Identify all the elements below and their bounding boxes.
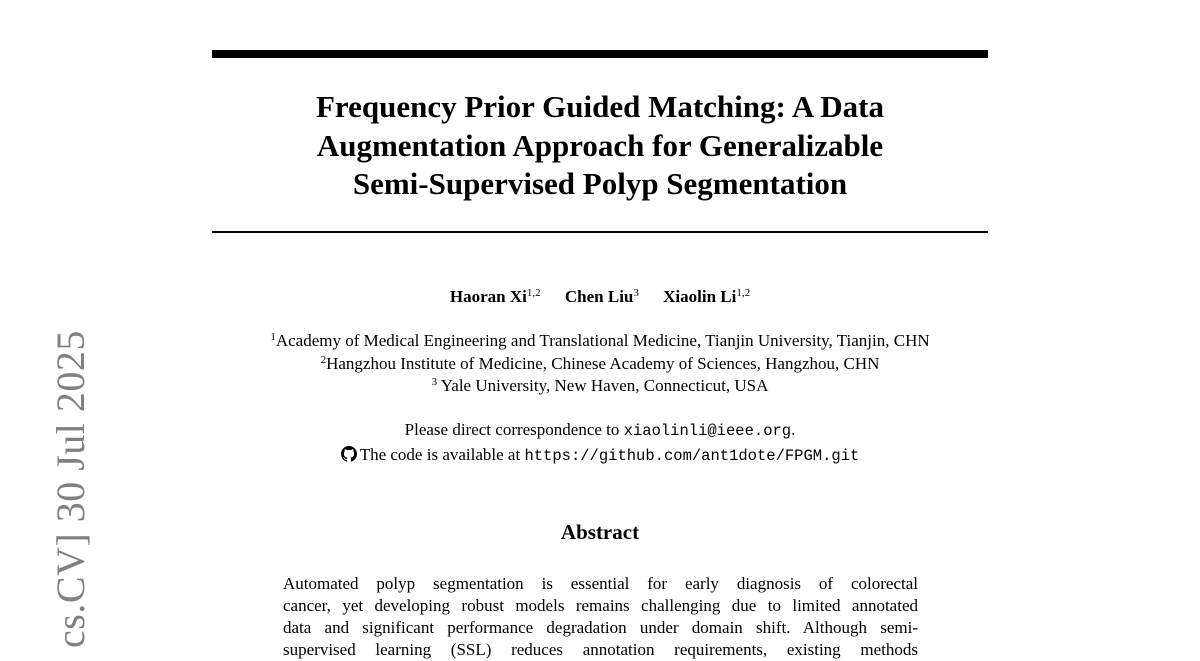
- author-affiliation-mark: 3: [633, 287, 639, 299]
- affiliation-text: Yale University, New Haven, Connecticut, USA: [437, 376, 769, 395]
- author-name: Xiaolin Li: [663, 287, 737, 306]
- code-availability-line: [212, 443, 988, 468]
- affiliation-mark: 3: [431, 376, 438, 388]
- author: [565, 287, 639, 306]
- affiliation-text: Hangzhou Institute of Medicine, Chinese Academy of Sciences, Hangzhou, CHN: [326, 353, 880, 373]
- code-repository-link[interactable]: https://github.com/ant1dote/FPGM.git: [524, 447, 860, 465]
- arxiv-sidebar-stamp: cs.CV] 30 Jul 2025: [48, 330, 93, 648]
- affiliation: [180, 353, 1020, 376]
- correspondence-suffix: .: [791, 420, 796, 439]
- author-affiliation-mark: 1,2: [736, 287, 751, 299]
- correspondence-line: [212, 418, 988, 443]
- paper-title: [212, 88, 988, 204]
- affiliation-mark: 1: [270, 331, 276, 343]
- affiliation: [180, 375, 1020, 398]
- abstract-line: Automated polyp segmentation is essential for early diagnosis of colorectal: [283, 574, 918, 593]
- contact-block: [212, 418, 988, 468]
- author: [450, 287, 541, 306]
- author-name: Chen Liu: [564, 287, 634, 306]
- code-prefix: The code is available at: [359, 445, 525, 464]
- correspondence-prefix: Please direct correspondence to: [404, 420, 624, 439]
- title-line: Augmentation Approach for Generalizable: [316, 127, 884, 163]
- affiliation: [180, 330, 1020, 353]
- github-icon: [341, 446, 357, 462]
- title-bottom-rule: [212, 231, 988, 233]
- title-line: Semi-Supervised Polyp Segmentation: [352, 166, 848, 201]
- abstract-body: [283, 573, 918, 661]
- correspondence-email-link[interactable]: xiaolinli@ieee.org: [623, 422, 792, 440]
- abstract-line: cancer, yet developing robust models remains challenging due to limited annotated: [283, 596, 918, 615]
- affiliation-text: Academy of Medical Engineering and Translational Medicine, Tianjin University, Tianjin, CHN: [275, 331, 930, 350]
- abstract-heading: Abstract: [560, 520, 640, 544]
- author-name: Haoran Xi: [449, 287, 527, 306]
- affiliation-mark: 2: [320, 353, 327, 366]
- abstract-line: supervised learning (SSL) reduces annotation requirements, existing methods: [283, 640, 918, 659]
- title-line: Frequency Prior Guided Matching: A Data: [315, 89, 885, 124]
- author: [663, 287, 750, 306]
- title-top-rule: [212, 50, 988, 58]
- author-list: [212, 286, 988, 308]
- author-affiliation-mark: 1,2: [526, 287, 541, 299]
- affiliation-list: [180, 330, 1020, 398]
- abstract-line: data and significant performance degradation under domain shift. Although semi-: [283, 618, 918, 637]
